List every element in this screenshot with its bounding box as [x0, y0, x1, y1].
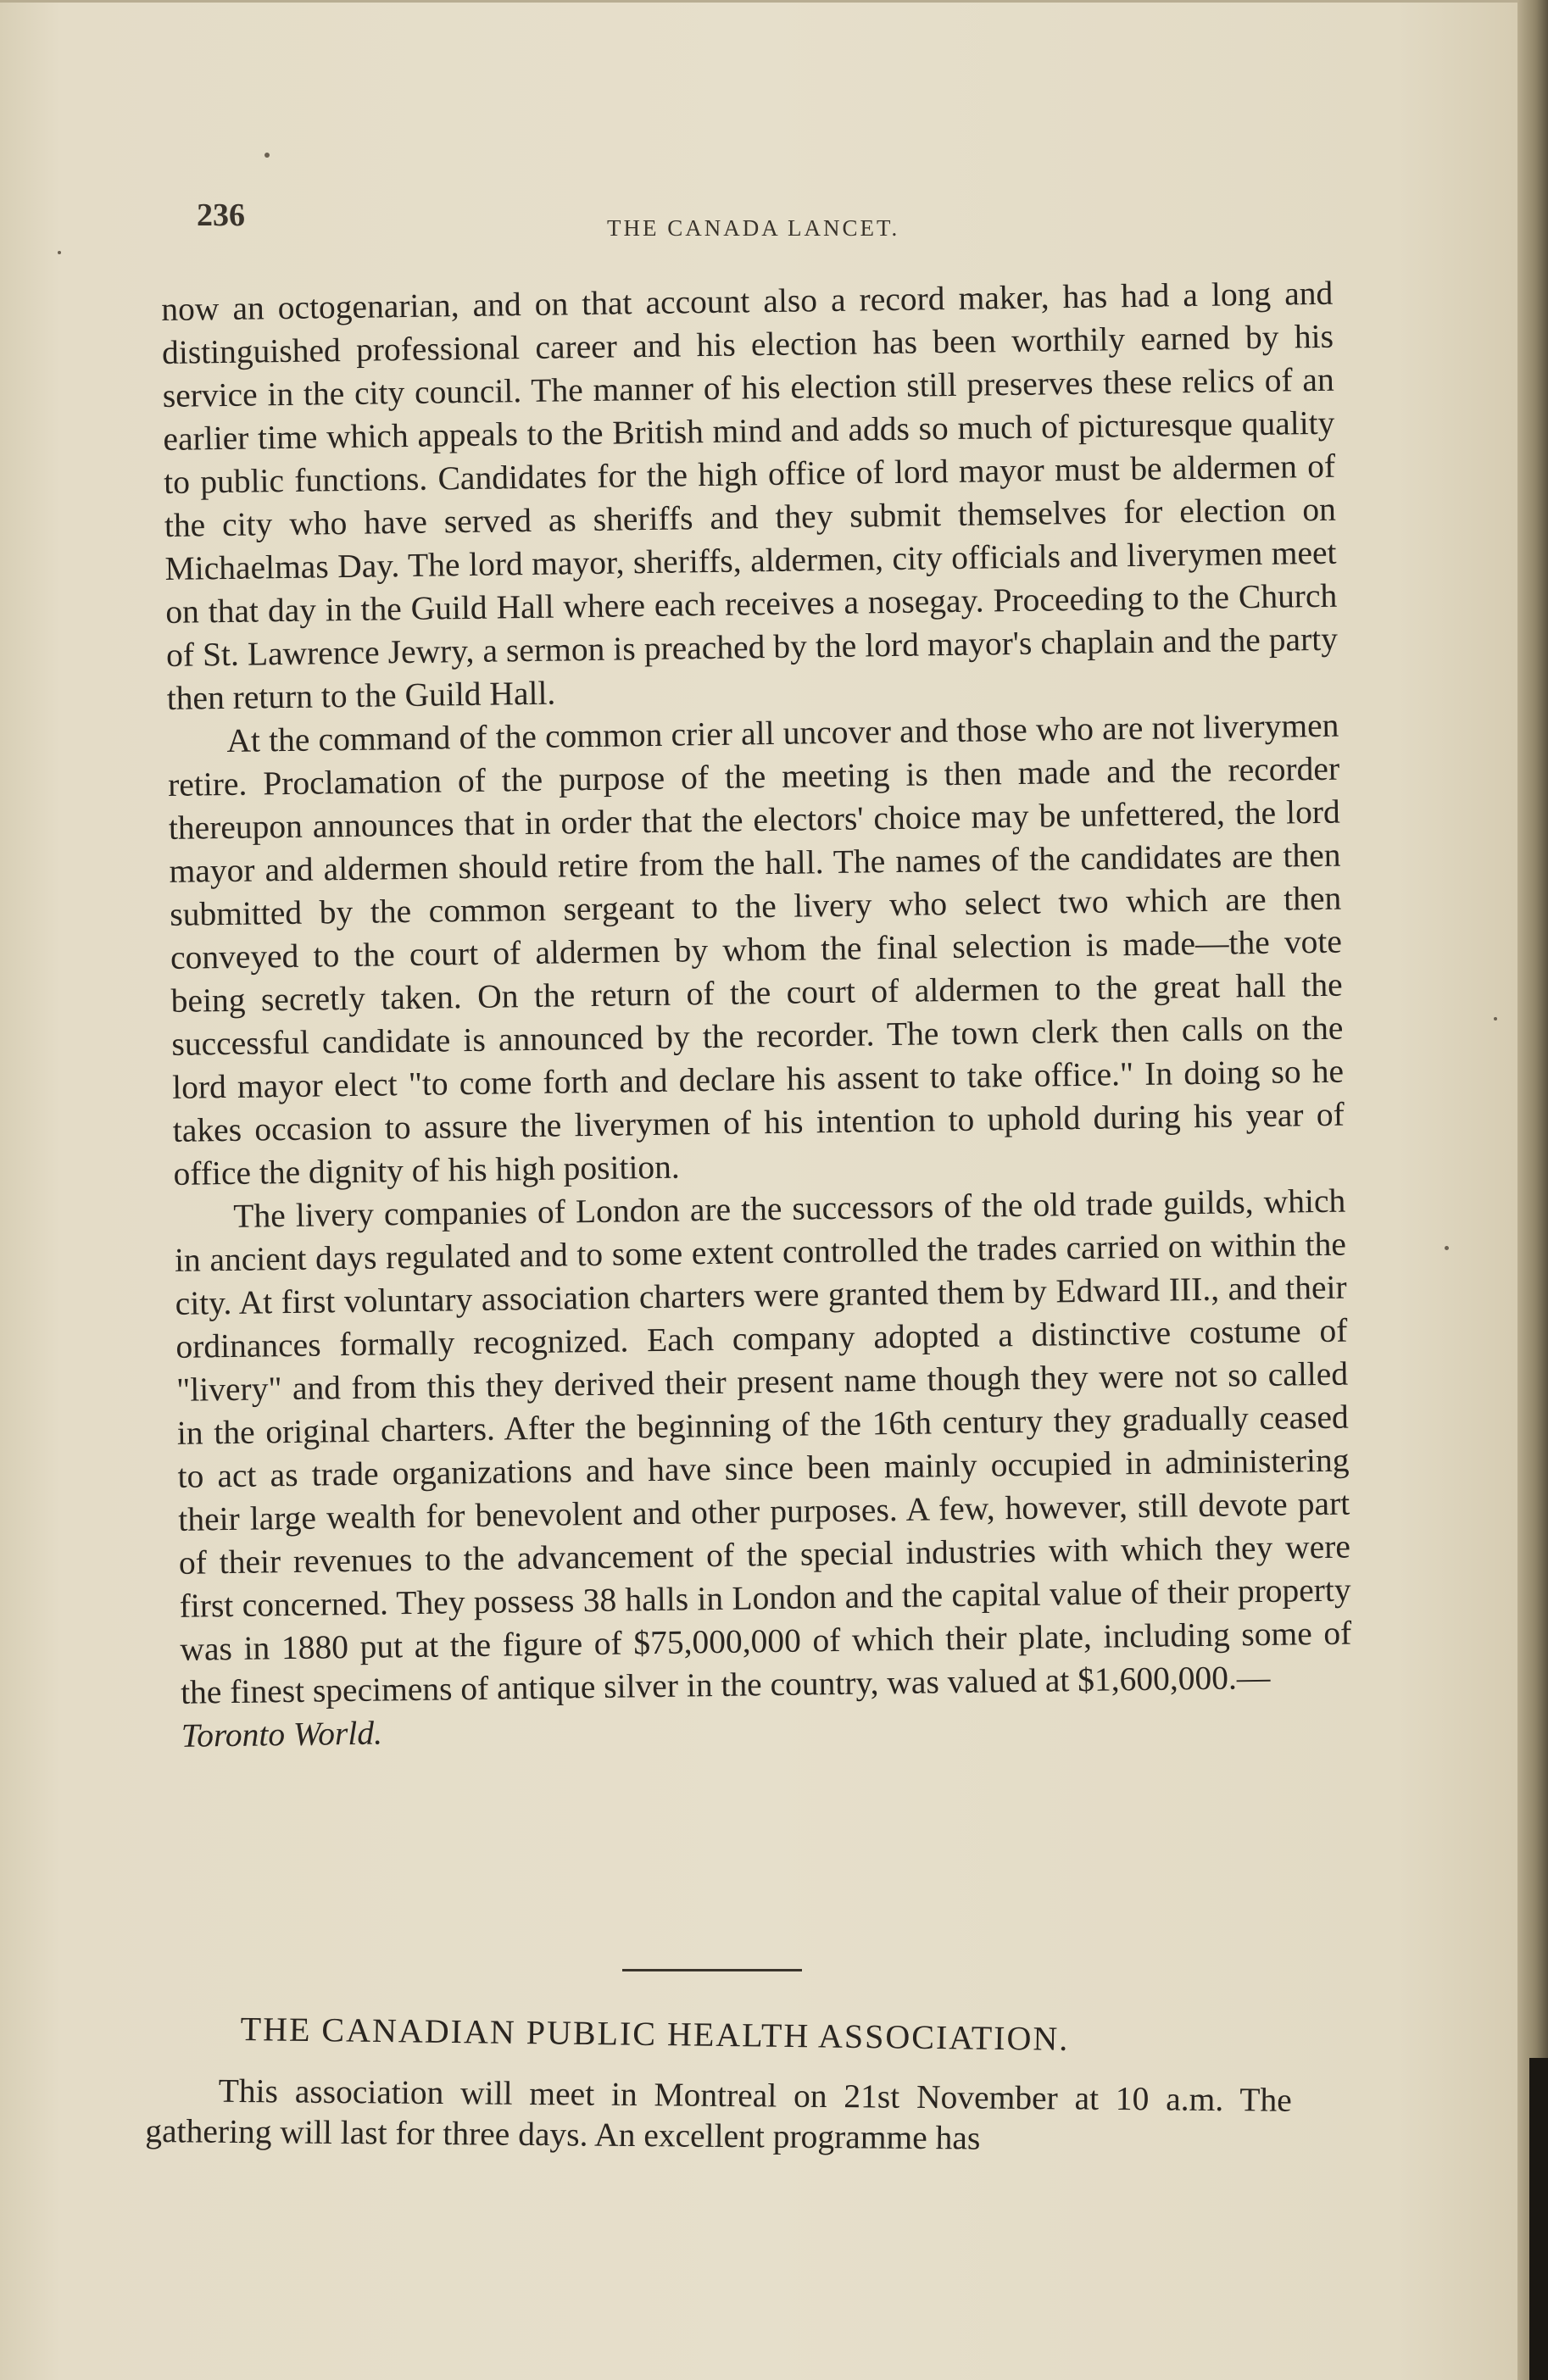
- running-head: THE CANADA LANCET.: [607, 215, 900, 241]
- paper-speck: [1494, 1017, 1497, 1020]
- page-header: [0, 197, 1517, 247]
- paper-speck: [58, 251, 61, 254]
- section-title: THE CANADIAN PUBLIC HEALTH ASSOCIATION.: [240, 2010, 1070, 2058]
- binding-shadow: [1529, 2058, 1548, 2380]
- paragraph-2: At the command of the common crier all uncover and those who are not liverymen retire. Proclamation of the purpose of the meeting is then made and the recorder thereupon announces that in order that the electors' choice may be unfettered, the lord mayor and aldermen should retire from the hall. The names of the candidates are then submitted by the common sergeant to the livery who select two which are then conveyed to the court of aldermen by whom the final selection is made—the vote being secretly taken. On the return of the court of aldermen to the great hall the successful candidate is announced by the recorder. The town clerk then calls on the lord mayor elect "to come forth and declare his assent to take office." In doing so he takes occasion to assure the liverymen of his intention to uphold during his year of office the dignity of his high position.: [167, 706, 1345, 1193]
- article-source: Toronto World.: [181, 1714, 383, 1754]
- paper-speck: [264, 153, 270, 158]
- paper-speck: [1445, 1246, 1449, 1250]
- article-body: [161, 272, 1353, 1758]
- paragraph-3: The livery companies of London are the successors of the old trade guilds, which in ancient days regulated and to some extent controlled the trades carried on within the city. At first voluntary association charters were granted them by Edward III., and their ordinances formally recognized. Each company adopted a distinctive costume of "livery" and from this they derived their present name though they were not so called in the original charters. After the beginning of the 16th century they gradually ceased to act as trade organizations and have since been mainly occupied in administering their large wealth for benevolent and other purposes. A few, however, still devote part of their revenues to the advancement of the special industries with which they were first concerned. They possess 38 halls in London and the capital value of their property was in 1880 put at the figure of $75,000,000 of which their plate, including some of the finest specimens of antique silver in the country, was valued at $1,600,000.—: [174, 1182, 1352, 1711]
- page-edge: [1517, 0, 1548, 2380]
- page-number: 236: [197, 197, 245, 233]
- top-edge: [0, 0, 1548, 3]
- section-divider: [622, 1969, 802, 1971]
- paragraph-1: now an octogenarian, and on that account also a record maker, has had a long and distinguished professional career and his election has been worthily earned by his service in the city council. The manner of his election still preserves these relics of an earlier time which appeals to the British mind and adds so much of picturesque quality to public functions. Candidates for the high office of lord mayor must be aldermen of the city who have served as sheriffs and they submit themselves for election on Michaelmas Day. The lord mayor, sheriffs, aldermen, city officials and liverymen meet on that day in the Guild Hall where each receives a nosegay. Proceeding to the Church of St. Lawrence Jewry, a sermon is preached by the lord mayor's chaplain and the party then return to the Guild Hall.: [161, 274, 1339, 717]
- section-paragraph: This association will meet in Montreal on 21st November at 10 a.m. The gathering will last for three days. An excellent programme has: [145, 2071, 1292, 2157]
